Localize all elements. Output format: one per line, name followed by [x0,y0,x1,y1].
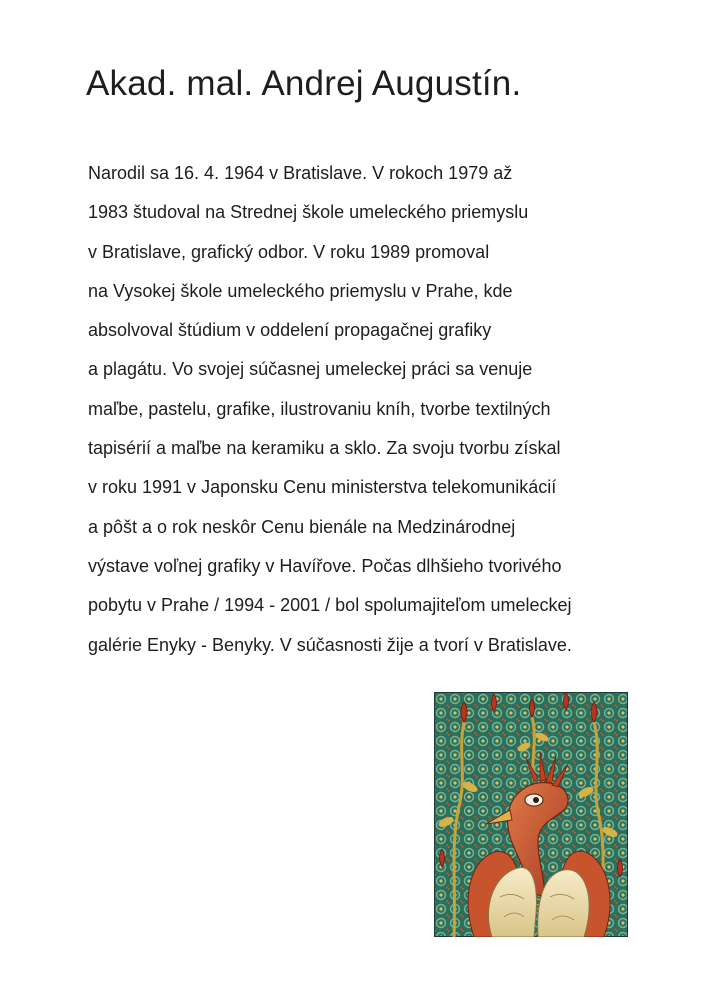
bio-line: v roku 1991 v Japonsku Cenu ministerstva telekomunikácií [88,477,557,498]
artwork-image [434,692,628,937]
bio-line: v Bratislave, grafický odbor. V roku 1989 promoval [88,241,490,262]
bio-line: 1983 študoval na Strednej škole umeleckého priemyslu [88,202,529,223]
biography-text [88,154,688,665]
bio-line: a pôšt a o rok neskôr Cenu bienále na Medzinárodnej [88,516,516,537]
page-title: Akad. mal. Andrej Augustín. [86,64,522,103]
bio-line: pobytu v Prahe / 1994 - 2001 / bol spolumajiteľom umeleckej [88,595,572,616]
bio-line: maľbe, pastelu, grafike, ilustrovaniu kníh, tvorbe textilných [88,398,551,419]
bio-line: Narodil sa 16. 4. 1964 v Bratislave. V rokoch 1979 až [88,163,513,183]
bio-line: absolvoval štúdium v oddelení propagačnej grafiky [88,320,492,341]
bio-line: galérie Enyky - Benyky. V súčasnosti žije a tvorí v Bratislave. [88,634,572,655]
bio-line: tapisérií a maľbe na keramiku a sklo. Za svoju tvorbu získal [88,438,561,459]
bio-line: výstave voľnej grafiky v Havířove. Počas dlhšieho tvorivého [88,555,562,576]
bio-line: na Vysokej škole umeleckého priemyslu v Prahe, kde [88,280,513,301]
bio-line: a plagátu. Vo svojej súčasnej umeleckej práci sa venuje [88,359,533,380]
